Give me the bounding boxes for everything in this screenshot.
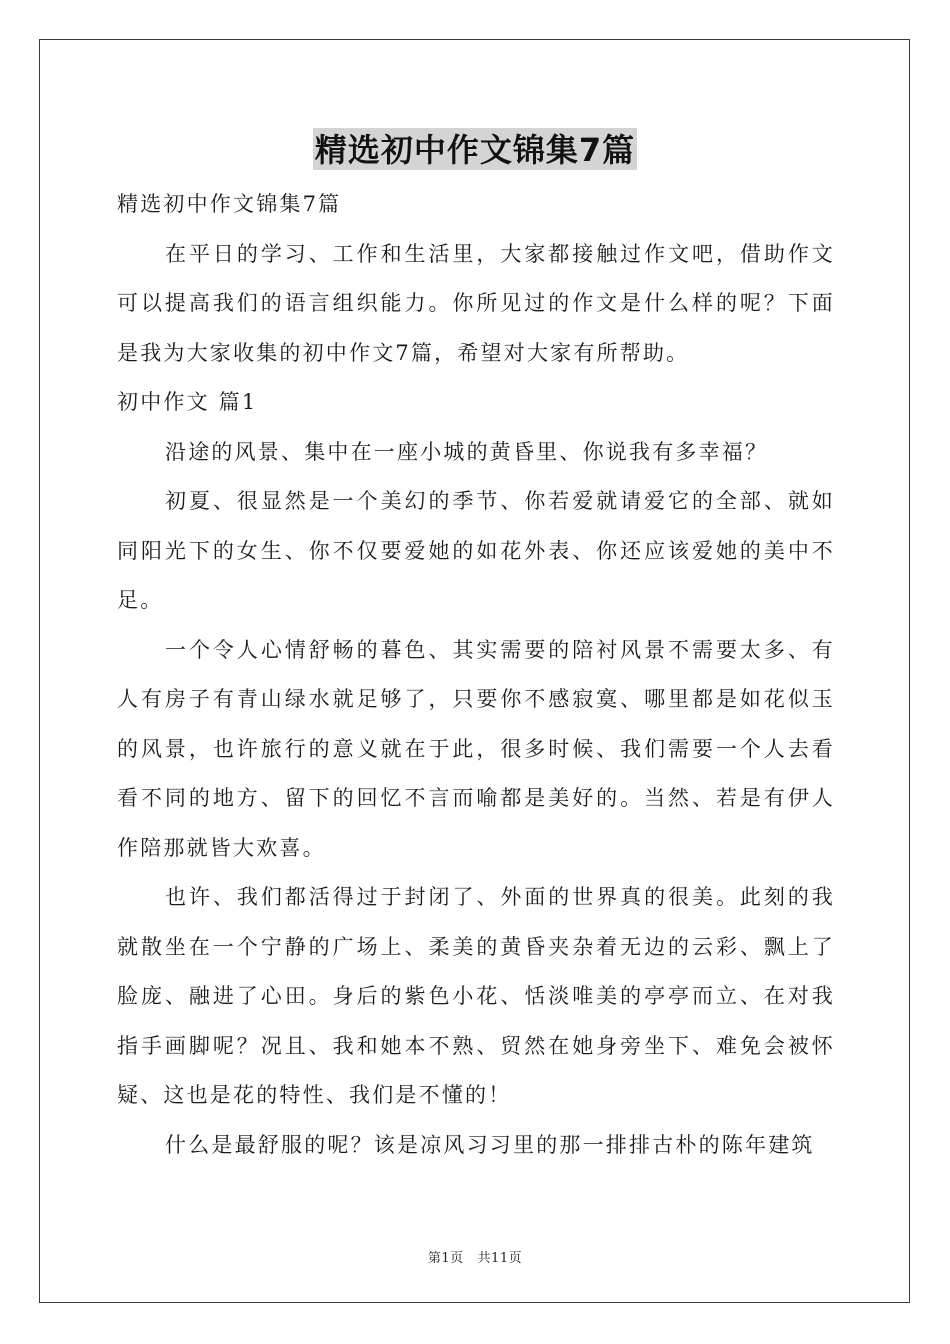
title-container (0, 128, 950, 170)
body-paragraph: 也许、我们都活得过于封闭了、外面的世界真的很美。此刻的我就散坐在一个宁静的广场上、柔美的黄昏夹杂着无边的云彩、飘上了脸庞、融进了心田。身后的紫色小花、恬淡唯美的亭亭而立、在对我指手画脚呢？况且、我和她本不熟、贸然在她身旁坐下、难免会被怀疑、这也是花的特性、我们是不懂的！ (117, 885, 835, 1107)
section-heading: 初中作文 篇1 (117, 390, 258, 414)
body-paragraph: 沿途的风景、集中在一座小城的黄昏里、你说我有多幸福？ (165, 439, 769, 464)
subtitle-line: 精选初中作文锦集7篇 (117, 192, 342, 216)
body-paragraph: 初夏、很显然是一个美幻的季节、你若爱就请爱它的全部、就如同阳光下的女生、你不仅要爱她的如花外表、你还应该爱她的美中不足。 (117, 489, 835, 612)
page-footer (0, 1247, 950, 1266)
intro-paragraph: 在平日的学习、工作和生活里，大家都接触过作文吧，借助作文可以提高我们的语言组织能力。你所见过的作文是什么样的呢？下面是我为大家收集的初中作文7篇，希望对大家有所帮助。 (117, 241, 835, 365)
document-title: 精选初中作文锦集7篇 (313, 128, 637, 170)
page-number: 第1页 共11页 (427, 1251, 523, 1266)
body-paragraph: 什么是最舒服的呢？该是凉风习习里的那一排排古朴的陈年建筑 (165, 1132, 815, 1157)
document-body (117, 180, 835, 1170)
body-paragraph: 一个令人心情舒畅的暮色、其实需要的陪衬风景不需要太多、有人有房子有青山绿水就足够了，只要你不感寂寞、哪里都是如花似玉的风景，也许旅行的意义就在于此，很多时候、我们需要一个人去看看不同的地方、留下的回忆不言而喻都是美好的。当然、若是有伊人作陪那就皆大欢喜。 (117, 637, 835, 860)
